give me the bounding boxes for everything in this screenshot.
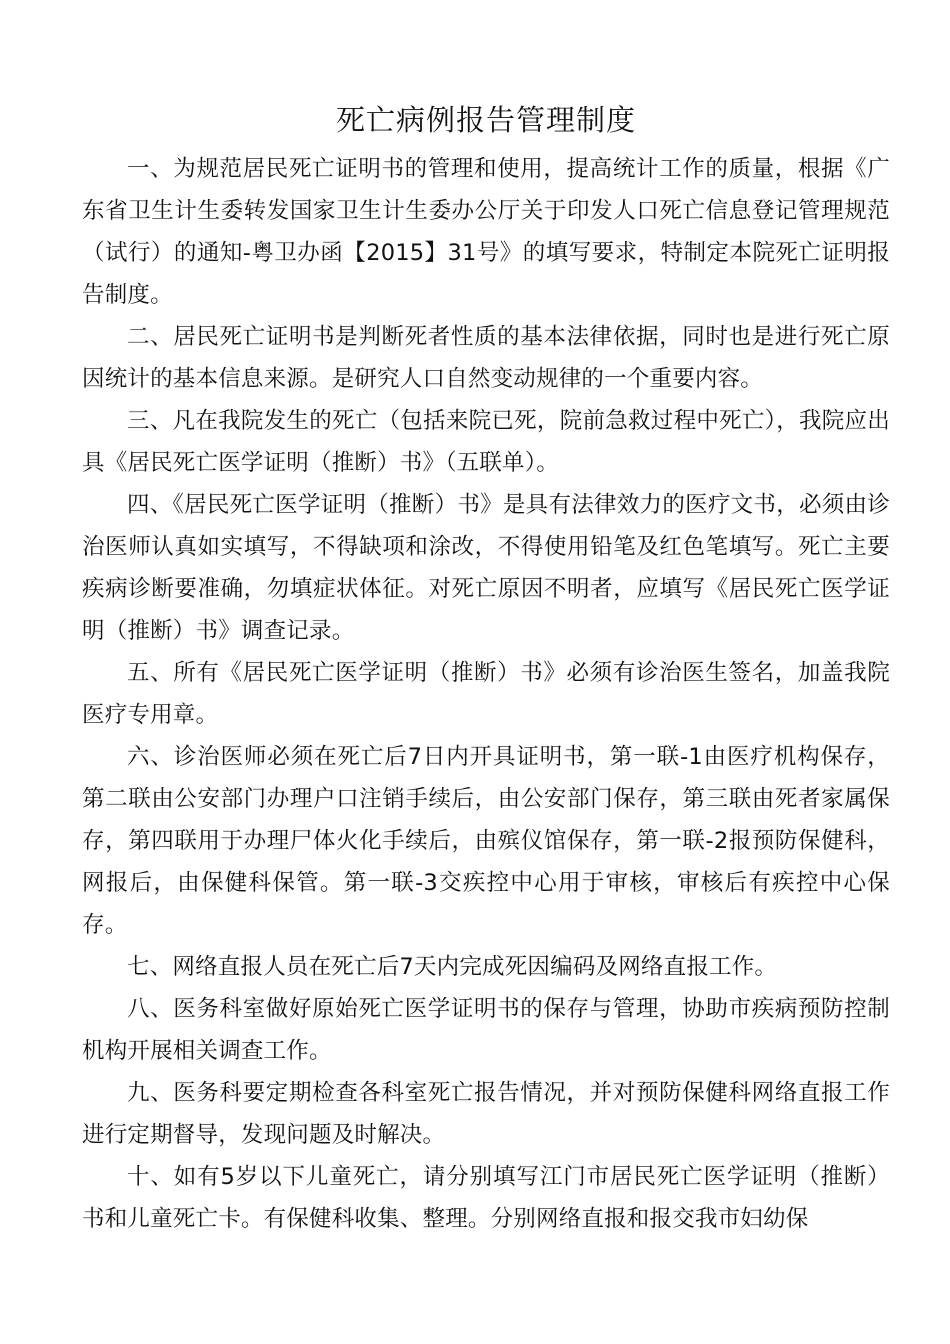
paragraph-1: 一、为规范居民死亡证明书的管理和使用，提高统计工作的质量，根据《广东省卫生计生委转发国家卫生计生委办公厅关于印发人口死亡信息登记管理规范（试行）的通知-粤卫办函【2015】31号》的填写要求，特制定本院死亡证明报告制度。 [82,156,890,308]
paragraph-6: 六、诊治医师必须在死亡后7日内开具证明书，第一联-1由医疗机构保存，第二联由公安部门办理户口注销手续后，由公安部门保存，第三联由死者家属保存，第四联用于办理尸体火化手续后，由殡仪馆保存，第一联-2报预防保健科，网报后，由保健科保管。第一联-3交疾控中心用于审核，审核后有疾控中心保存。 [82,744,890,938]
paragraph-9: 九、医务科要定期检查各科室死亡报告情况，并对预防保健科网络直报工作进行定期督导，发现问题及时解决。 [82,1080,890,1148]
paragraph-3: 三、凡在我院发生的死亡（包括来院已死，院前急救过程中死亡），我院应出具《居民死亡医学证明（推断）书》（五联单）。 [82,408,890,476]
document-page [82,98,890,1240]
paragraph-4: 四、《居民死亡医学证明（推断）书》是具有法律效力的医疗文书，必须由诊治医师认真如实填写，不得缺项和涂改，不得使用铅笔及红色笔填写。死亡主要疾病诊断要准确，勿填症状体征。对死亡原因不明者，应填写《居民死亡医学证明（推断）书》调查记录。 [82,492,890,644]
document-title: 死亡病例报告管理制度 [335,103,636,137]
paragraph-7: 七、网络直报人员在死亡后7天内完成死因编码及网络直报工作。 [127,954,778,980]
paragraph-10: 十、如有5岁以下儿童死亡，请分别填写江门市居民死亡医学证明（推断）书和儿童死亡卡。有保健科收集、整理。分别网络直报和报交我市妇幼保 [82,1164,890,1232]
paragraph-2: 二、居民死亡证明书是判断死者性质的基本法律依据，同时也是进行死亡原因统计的基本信息来源。是研究人口自然变动规律的一个重要内容。 [82,324,890,392]
paragraph-8: 八、医务科室做好原始死亡医学证明书的保存与管理，协助市疾病预防控制机构开展相关调查工作。 [82,996,890,1064]
paragraph-5: 五、所有《居民死亡医学证明（推断）书》必须有诊治医生签名，加盖我院医疗专用章。 [82,660,890,728]
